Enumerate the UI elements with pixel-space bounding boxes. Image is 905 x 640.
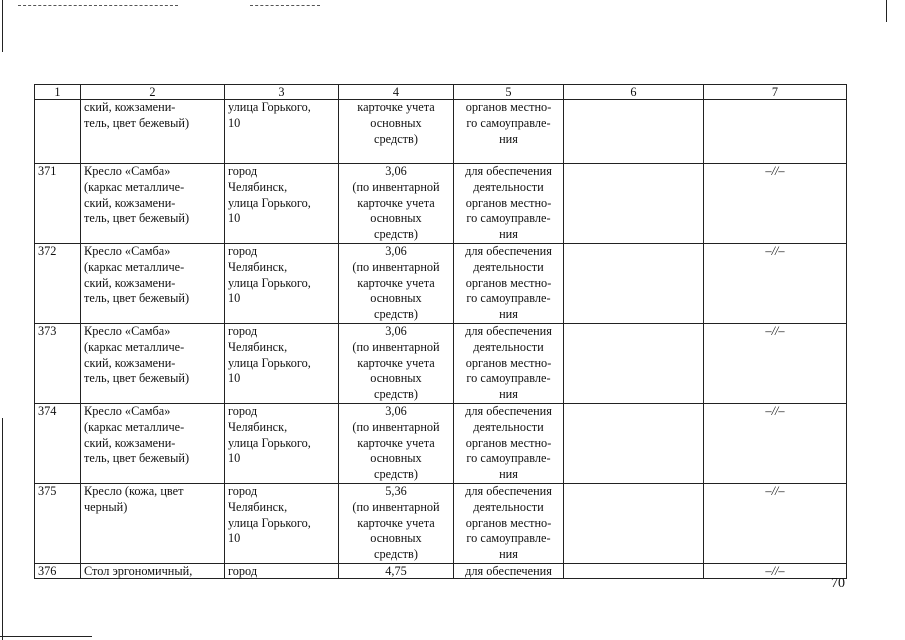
column-7-cell: –//– <box>704 564 847 579</box>
purpose-cell: для обеспечения деятельности органов местно- го самоуправле- ния <box>454 484 564 564</box>
column-7-cell: –//– <box>704 484 847 564</box>
column-6-cell <box>564 484 704 564</box>
scan-edge-right <box>886 0 887 22</box>
column-7-cell: –//– <box>704 244 847 324</box>
column-6-cell <box>564 244 704 324</box>
address-cell: город Челябинск, улица Горького, 10 <box>225 244 339 324</box>
row-number-cell: 372 <box>35 244 81 324</box>
address-cell: город Челябинск, улица Горького, 10 <box>225 164 339 244</box>
purpose-cell: для обеспечения деятельности органов местно- го самоуправле- ния <box>454 244 564 324</box>
continuation-row <box>35 100 847 164</box>
table-row <box>35 404 847 484</box>
item-name-cell: Кресло «Самба» (каркас металличе- ский, кожзамени- тель, цвет бежевый) <box>81 324 225 404</box>
scan-edge-left-bottom <box>2 418 3 640</box>
table-row <box>35 164 847 244</box>
column-7-cell: –//– <box>704 164 847 244</box>
row-number-cell: 371 <box>35 164 81 244</box>
table-row <box>35 564 847 579</box>
page-number: 70 <box>831 576 845 591</box>
scan-dash-top-2 <box>250 5 320 7</box>
item-name-cell: Кресло «Самба» (каркас металличе- ский, кожзамени- тель, цвет бежевый) <box>81 404 225 484</box>
row-number-cell: 376 <box>35 564 81 579</box>
value-cell: 3,06 (по инвентарной карточке учета основных средств) <box>339 164 454 244</box>
row-number-cell: 375 <box>35 484 81 564</box>
address-cell: город Челябинск, улица Горького, 10 <box>225 404 339 484</box>
value-cell: 4,75 <box>339 564 454 579</box>
column-7-cell <box>704 100 847 164</box>
purpose-cell: для обеспечения деятельности органов местно- го самоуправле- ния <box>454 164 564 244</box>
item-name-cell: Кресло (кожа, цвет черный) <box>81 484 225 564</box>
column-header-2: 2 <box>81 85 225 100</box>
scan-edge-bottom <box>0 636 92 637</box>
row-number-cell <box>35 100 81 164</box>
address-cell: город Челябинск, улица Горького, 10 <box>225 324 339 404</box>
column-6-cell <box>564 164 704 244</box>
column-6-cell <box>564 404 704 484</box>
table-row <box>35 484 847 564</box>
value-cell: 3,06 (по инвентарной карточке учета основных средств) <box>339 404 454 484</box>
column-header-4: 4 <box>339 85 454 100</box>
header-row <box>35 85 847 100</box>
purpose-cell: для обеспечения деятельности органов местно- го самоуправле- ния <box>454 324 564 404</box>
table-row <box>35 324 847 404</box>
column-header-5: 5 <box>454 85 564 100</box>
item-name-cell: Кресло «Самба» (каркас металличе- ский, кожзамени- тель, цвет бежевый) <box>81 164 225 244</box>
address-cell: город <box>225 564 339 579</box>
purpose-cell: для обеспечения <box>454 564 564 579</box>
column-6-cell <box>564 324 704 404</box>
value-cell: карточке учета основных средств) <box>339 100 454 164</box>
property-register-table <box>34 84 847 579</box>
column-header-7: 7 <box>704 85 847 100</box>
column-header-1: 1 <box>35 85 81 100</box>
item-name-cell: Кресло «Самба» (каркас металличе- ский, кожзамени- тель, цвет бежевый) <box>81 244 225 324</box>
purpose-cell: для обеспечения деятельности органов местно- го самоуправле- ния <box>454 404 564 484</box>
column-7-cell: –//– <box>704 404 847 484</box>
purpose-cell: органов местно- го самоуправле- ния <box>454 100 564 164</box>
row-number-cell: 373 <box>35 324 81 404</box>
column-6-cell <box>564 100 704 164</box>
column-7-cell: –//– <box>704 324 847 404</box>
value-cell: 3,06 (по инвентарной карточке учета основных средств) <box>339 324 454 404</box>
table-row <box>35 244 847 324</box>
column-header-6: 6 <box>564 85 704 100</box>
column-6-cell <box>564 564 704 579</box>
value-cell: 5,36 (по инвентарной карточке учета основных средств) <box>339 484 454 564</box>
item-name-cell: ский, кожзамени- тель, цвет бежевый) <box>81 100 225 164</box>
item-name-cell: Стол эргономичный, <box>81 564 225 579</box>
column-header-3: 3 <box>225 85 339 100</box>
address-cell: улица Горького, 10 <box>225 100 339 164</box>
address-cell: город Челябинск, улица Горького, 10 <box>225 484 339 564</box>
scan-edge-left-top <box>2 0 3 52</box>
row-number-cell: 374 <box>35 404 81 484</box>
scan-dash-top-1 <box>18 5 178 7</box>
value-cell: 3,06 (по инвентарной карточке учета основных средств) <box>339 244 454 324</box>
